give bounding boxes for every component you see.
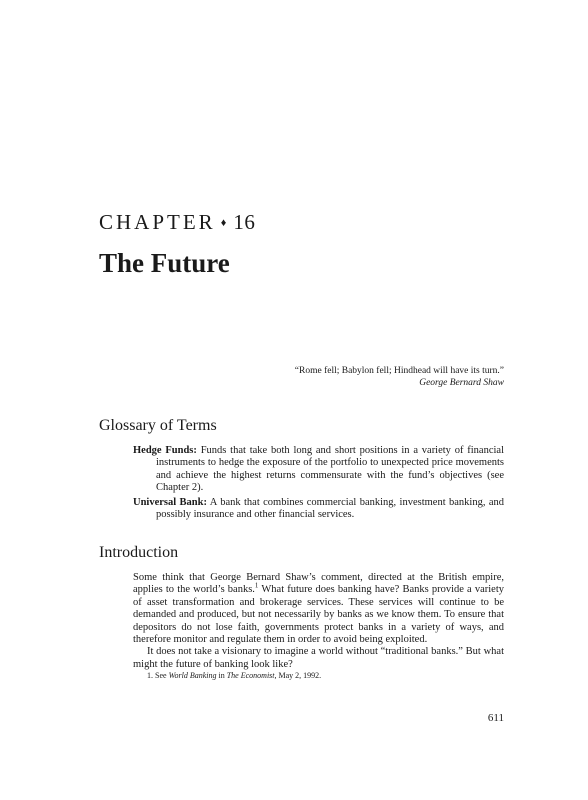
footnote-number: 1.: [147, 671, 153, 680]
chapter-number: 16: [233, 210, 256, 234]
introduction-paragraph: Some think that George Bernard Shaw’s comment, directed at the British empire, applies to the world’s banks.$^1$ What future does banking have? Banks provide a variety of asset transformation and brokerage services. These services will continue to be demanded and produced, but not necessarily by banks as we know them. To ensure that depositors do not lose faith, governments protect banks in a variety of ways, and therefore monitor and regulate them in order to avoid being exploited.: [133, 572, 504, 646]
chapter-title: The Future: [99, 248, 230, 278]
introduction-paragraph: It does not take a visionary to imagine a world without “traditional banks.” But what might the future of banking look like?: [133, 646, 504, 670]
glossary-entry: [133, 497, 504, 526]
footnote: 1. See World Banking in The Economist, May 2, 1992.: [147, 671, 322, 680]
footnote-reference[interactable]: 1: [254, 581, 259, 590]
epigraph-author: George Bernard Shaw: [419, 378, 504, 388]
chapter-word: CHAPTER: [99, 210, 216, 234]
introduction-body: [133, 572, 504, 671]
introduction-heading: Introduction: [99, 544, 179, 561]
glossary-term: Hedge Funds:: [133, 445, 197, 456]
glossary-definition: A bank that combines commercial banking, investment banking, and possibly insurance and other financial services.: [156, 497, 504, 521]
glossary-heading: Glossary of Terms: [99, 417, 217, 434]
glossary-entry: [133, 445, 504, 499]
footnote-source: The Economist,: [226, 671, 277, 680]
glossary-definition: Funds that take both long and short positions in a variety of financial instruments to hedge the exposure of the portfolio to unexpected price movements and achieve the highest returns commensurate with the fund’s objectives (see Chapter 2).: [156, 445, 504, 494]
footnote-article-title: World Banking: [168, 671, 217, 680]
epigraph: [295, 365, 504, 389]
glossary-term: Universal Bank:: [133, 497, 207, 508]
footnote-date: May 2, 1992.: [278, 671, 322, 680]
page-number: 611: [487, 712, 504, 724]
chapter-separator-icon: ♦: [220, 217, 227, 229]
chapter-label: [99, 210, 255, 235]
epigraph-quote: “Rome fell; Babylon fell; Hindhead will have its turn.”: [294, 366, 504, 376]
